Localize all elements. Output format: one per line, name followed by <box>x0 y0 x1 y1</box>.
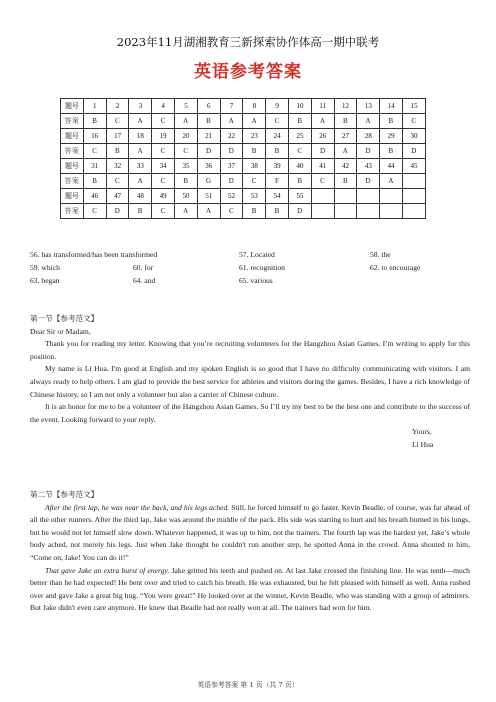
question-number-cell: 33 <box>129 159 152 174</box>
question-number-cell: 28 <box>357 129 380 144</box>
answer-cell: A <box>357 114 380 129</box>
answer-cell: A <box>129 174 152 189</box>
question-number-cell: 22 <box>220 129 243 144</box>
question-number-cell: 9 <box>266 99 289 114</box>
question-number-cell: 24 <box>266 129 289 144</box>
answer-cell <box>380 204 403 219</box>
question-number-cell: 44 <box>380 159 403 174</box>
answer-row <box>61 144 426 159</box>
answer-cell: C <box>311 174 334 189</box>
answer-cell <box>311 204 334 219</box>
fill-blank-answers <box>30 249 470 287</box>
question-number-cell: 52 <box>220 189 243 204</box>
answer-65: 65. various <box>239 275 273 285</box>
answer-62: 62. to encourage <box>370 262 421 272</box>
answer-cell: B <box>243 144 266 159</box>
question-number-cell: 36 <box>197 159 220 174</box>
answer-cell: B <box>266 204 289 219</box>
answer-57: 57. Located <box>239 250 275 259</box>
answer-cell: D <box>357 144 380 159</box>
question-number-cell: 46 <box>83 189 106 204</box>
answer-cell: B <box>380 114 403 129</box>
question-number-cell: 42 <box>334 159 357 174</box>
row-label-question: 题号 <box>61 189 84 204</box>
question-number-cell: 14 <box>380 99 403 114</box>
answer-cell: A <box>243 114 266 129</box>
answer-cell: B <box>289 114 312 129</box>
answer-row <box>61 114 426 129</box>
answer-cell: C <box>152 114 175 129</box>
section-two-story <box>30 489 470 615</box>
answer-cell: A <box>380 174 403 189</box>
answer-cell: A <box>197 204 220 219</box>
question-number-cell: 50 <box>175 189 198 204</box>
question-number-cell: 20 <box>175 129 198 144</box>
answer-61: 61. recognition <box>239 262 285 272</box>
question-number-cell: 11 <box>311 99 334 114</box>
question-number-cell: 13 <box>357 99 380 114</box>
question-number-cell: 8 <box>243 99 266 114</box>
question-number-cell <box>334 189 357 204</box>
question-number-cell: 26 <box>311 129 334 144</box>
answer-cell <box>403 204 426 219</box>
essay-greeting: Dear Sir or Madam, <box>30 326 91 336</box>
row-label-question: 题号 <box>61 99 84 114</box>
answer-cell: A <box>334 144 357 159</box>
question-number-cell: 3 <box>129 99 152 114</box>
answer-cell: B <box>334 174 357 189</box>
question-number-cell: 38 <box>243 159 266 174</box>
question-number-cell <box>357 189 380 204</box>
answer-row <box>61 174 426 189</box>
question-number-cell: 5 <box>175 99 198 114</box>
answer-cell: A <box>311 114 334 129</box>
question-number-cell: 43 <box>357 159 380 174</box>
story-paragraph-1-body: Still, he forced himself to go faster. Kevin Beadle, of course, was far ahead of all the other runners. After the third lap, Jake was around the middle of the pack. His side was starting to hurt and his breath burned in his lungs, but he would not let himself slow down. Whatever happened, it was up to him, not the trainers. The fourth lap was the hardest yet, Jake’s whole body ached, not merely his legs. Just when Jake thought he couldn't run another step, he spotted Anna in the crowd. Anna shouted to him, “Come on, Jake! You can do it!” <box>30 502 470 562</box>
page-footer: 英语参考答案 第 1 页（共 7 页） <box>197 681 299 689</box>
answer-cell: B <box>106 144 129 159</box>
section-one-essay <box>30 313 470 452</box>
answer-cell <box>403 174 426 189</box>
answer-cell: B <box>243 204 266 219</box>
question-number-cell: 6 <box>197 99 220 114</box>
question-number-cell: 16 <box>83 129 106 144</box>
question-number-cell: 31 <box>83 159 106 174</box>
question-number-cell: 27 <box>334 129 357 144</box>
question-number-row <box>61 159 426 174</box>
question-number-cell: 10 <box>289 99 312 114</box>
story-paragraph-2-body: Jake gritted his teeth and pushed on. At last Jake crossed the finishing line. He was tenth—much better than he had expected! He bent over and tried to catch his breath. He was exhausted, but he felt pleased with himself as well. Anna rushed over and gave Jake a great big hug. “You were great!” He looked over at the winner, Kevin Beadle, who was standing with a group of admirers. But Jake didn't even care anymore. He knew that Beadle had not really won at all. The trainers had won for him. <box>30 565 470 613</box>
row-label-question: 题号 <box>61 159 84 174</box>
question-number-cell: 21 <box>197 129 220 144</box>
question-number-cell: 37 <box>220 159 243 174</box>
answer-row <box>61 204 426 219</box>
question-number-cell: 7 <box>220 99 243 114</box>
essay-paragraph-3: It is an honor for me to be a volunteer of the Hangzhou Asian Games. So I’ll try my best to be the best one and contribute to the success of the event. Looking forward to your reply. <box>30 402 470 424</box>
answer-cell: C <box>106 174 129 189</box>
exam-title: 2023年11月湖湘教育三新探索协作体高一期中联考 <box>116 35 380 49</box>
answer-cell: A <box>220 114 243 129</box>
question-number-cell: 51 <box>197 189 220 204</box>
answer-58: 58. the <box>370 250 391 259</box>
question-number-cell: 29 <box>380 129 403 144</box>
row-label-question: 题号 <box>61 129 84 144</box>
question-number-cell: 40 <box>289 159 312 174</box>
answer-cell: C <box>152 144 175 159</box>
row-label-answer: 答案 <box>61 174 84 189</box>
answer-cell: C <box>83 144 106 159</box>
answer-cell: C <box>403 114 426 129</box>
answer-64: 64. and <box>133 275 156 285</box>
answer-cell <box>357 204 380 219</box>
question-number-cell: 55 <box>289 189 312 204</box>
row-label-answer: 答案 <box>61 204 84 219</box>
answer-cell: B <box>289 174 312 189</box>
question-number-row <box>61 99 426 114</box>
answer-cell: A <box>175 204 198 219</box>
answer-cell: B <box>197 114 220 129</box>
answer-cell: C <box>175 144 198 159</box>
question-number-cell: 53 <box>243 189 266 204</box>
answer-cell: B <box>334 114 357 129</box>
answer-cell: B <box>175 174 198 189</box>
document-title: 英语参考答案 <box>194 62 302 82</box>
answer-cell: D <box>357 174 380 189</box>
section-two-heading: 第二节【参考范文】 <box>30 490 99 499</box>
question-number-cell: 41 <box>311 159 334 174</box>
answer-cell: D <box>289 204 312 219</box>
question-number-cell: 17 <box>106 129 129 144</box>
question-number-cell: 54 <box>266 189 289 204</box>
question-number-row <box>61 189 426 204</box>
question-number-cell: 25 <box>289 129 312 144</box>
question-number-row <box>61 129 426 144</box>
question-number-cell <box>380 189 403 204</box>
answer-cell: D <box>220 174 243 189</box>
answer-cell <box>334 204 357 219</box>
question-number-cell: 2 <box>106 99 129 114</box>
story-paragraph-2-lead: That gave Jake an extra burst of energy. <box>45 565 170 575</box>
question-number-cell: 15 <box>403 99 426 114</box>
answer-cell: A <box>129 144 152 159</box>
question-number-cell: 1 <box>83 99 106 114</box>
answer-59: 59. which <box>30 262 60 272</box>
story-paragraph-1-lead: After the first lap, he was near the back, and his legs ached. <box>45 502 230 512</box>
answer-cell: C <box>152 204 175 219</box>
answer-63: 63. began <box>30 275 60 285</box>
answer-cell: D <box>106 204 129 219</box>
answer-cell: C <box>243 174 266 189</box>
question-number-cell: 4 <box>152 99 175 114</box>
row-label-answer: 答案 <box>61 144 84 159</box>
answer-table <box>60 98 426 219</box>
answer-cell: G <box>197 174 220 189</box>
question-number-cell <box>311 189 334 204</box>
essay-paragraph-1: Thank you for reading my letter. Knowing that you’re recruiting volunteers for the Hangzhou Asian Games, I’m writing to apply for this position. <box>30 339 470 361</box>
answer-cell: C <box>152 174 175 189</box>
answer-cell: B <box>83 174 106 189</box>
question-number-cell: 35 <box>175 159 198 174</box>
answer-cell: C <box>106 114 129 129</box>
question-number-cell: 49 <box>152 189 175 204</box>
story-paragraph-2 <box>30 565 470 615</box>
essay-closing: Yours, <box>412 427 432 437</box>
question-number-cell: 12 <box>334 99 357 114</box>
answer-cell: B <box>266 144 289 159</box>
row-label-answer: 答案 <box>61 114 84 129</box>
story-paragraph-1 <box>30 502 470 565</box>
question-number-cell <box>403 189 426 204</box>
essay-signature: Li Hua <box>412 439 434 449</box>
answer-cell: C <box>220 204 243 219</box>
section-one-heading: 第一节【参考范文】 <box>30 314 99 323</box>
answer-cell: B <box>380 144 403 159</box>
question-number-cell: 45 <box>403 159 426 174</box>
question-number-cell: 19 <box>152 129 175 144</box>
question-number-cell: 48 <box>129 189 152 204</box>
question-number-cell: 47 <box>106 189 129 204</box>
answer-60: 60. for <box>133 262 154 272</box>
question-number-cell: 39 <box>266 159 289 174</box>
answer-cell: B <box>129 204 152 219</box>
question-number-cell: 34 <box>152 159 175 174</box>
answer-cell: A <box>175 114 198 129</box>
answer-cell: C <box>83 204 106 219</box>
answer-cell: D <box>311 144 334 159</box>
answer-cell: D <box>403 144 426 159</box>
answer-cell: A <box>129 114 152 129</box>
essay-paragraph-2: My name is Li Hua. I'm good at English and my spoken English is so good that I have no difficulty communicating with visitors. I am always ready to help others. I am glad to provide the best service for athletes and visitors during the games. Besides, I have a rich knowledge of Chinese history, so I am not only a volunteer but also a carrier of Chinese culture. <box>30 364 470 399</box>
answer-cell: C <box>289 144 312 159</box>
question-number-cell: 23 <box>243 129 266 144</box>
answer-cell: F <box>266 174 289 189</box>
answer-56: 56. has transformed/has been transformed <box>30 250 158 259</box>
answer-cell: C <box>266 114 289 129</box>
question-number-cell: 30 <box>403 129 426 144</box>
question-number-cell: 18 <box>129 129 152 144</box>
question-number-cell: 32 <box>106 159 129 174</box>
answer-cell: D <box>197 144 220 159</box>
answer-cell: D <box>220 144 243 159</box>
answer-cell: B <box>83 114 106 129</box>
